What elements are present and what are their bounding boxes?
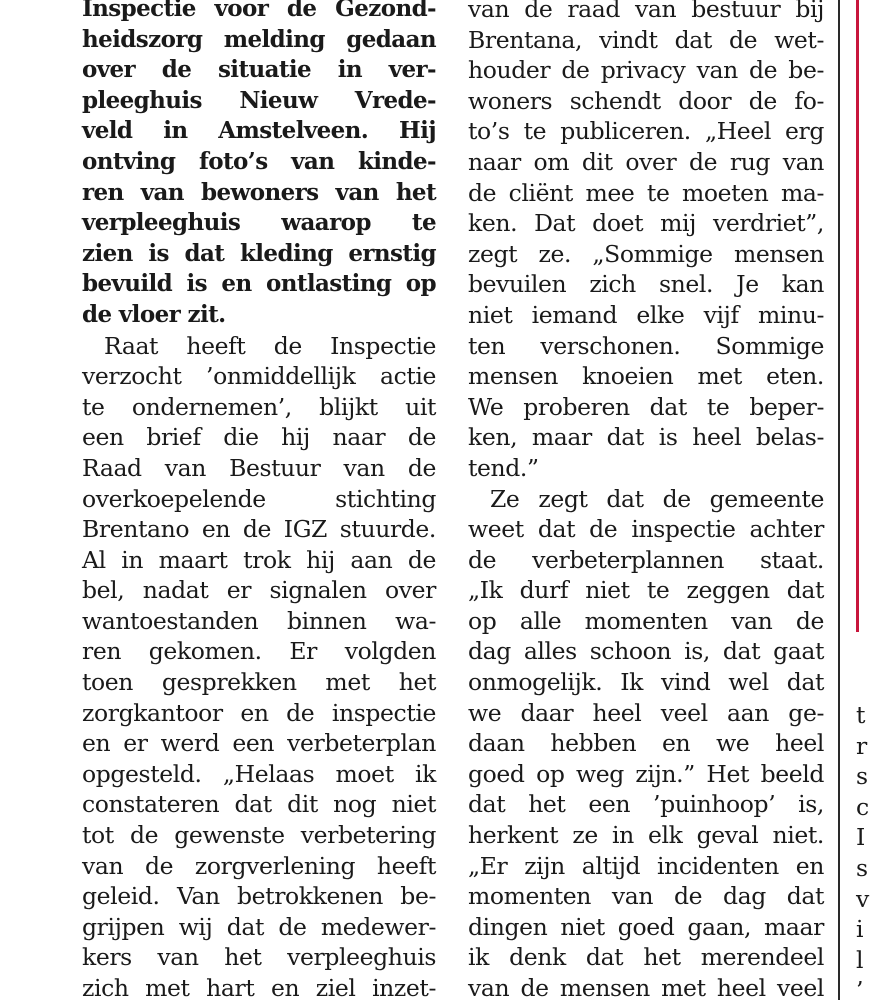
text-line: op alle momenten van de xyxy=(468,606,824,635)
clipped-char: t xyxy=(856,701,866,729)
text-line: „Ik durf niet te zeggen dat xyxy=(468,576,824,605)
text-line: onmogelijk. Ik vind wel dat xyxy=(468,668,824,697)
text-line: „Er zijn altijd incidenten en xyxy=(468,851,824,880)
text-line: veld in Amstelveen. Hij xyxy=(82,117,436,145)
text-line: een brief die hij naar de xyxy=(82,423,436,452)
text-line: kers van het verpleeghuis xyxy=(82,943,436,972)
text-line: constateren dat dit nog niet xyxy=(82,790,436,819)
text-line: opgesteld. „Helaas moet ik xyxy=(82,759,436,788)
text-line: Brentano en de IGZ stuurde. xyxy=(82,515,436,544)
text-line: Al in maart trok hij aan de xyxy=(82,545,436,574)
text-line: van de raad van bestuur bij xyxy=(468,0,824,23)
clipped-char: I xyxy=(856,823,866,851)
text-line: grijpen wij dat de medewer- xyxy=(82,912,436,941)
text-line: Ze zegt dat de gemeente xyxy=(490,484,824,513)
body-paragraph xyxy=(468,484,824,1004)
text-line: weet dat de inspectie achter xyxy=(468,515,824,544)
text-line: tend.” xyxy=(468,453,539,482)
text-line: daan hebben en we heel xyxy=(468,729,824,758)
text-line: We proberen dat te beper- xyxy=(468,392,824,421)
text-line: bevuilen zich snel. Je kan xyxy=(468,270,824,299)
text-line: verpleeghuis waarop te xyxy=(82,209,436,237)
text-line: Raad van Bestuur van de xyxy=(82,453,436,482)
text-line: ken, maar dat is heel belas- xyxy=(468,423,824,452)
text-line: houder de privacy van de be- xyxy=(468,56,824,85)
text-line: dat het een ’puinhoop’ is, xyxy=(468,790,824,819)
text-line: toen gesprekken met het xyxy=(82,668,436,697)
text-line: zorgkantoor en de inspectie xyxy=(82,698,436,727)
text-line: niet iemand elke vijf minu- xyxy=(468,300,824,329)
clipped-char: v xyxy=(856,885,870,913)
text-line: te ondernemen’, blijkt uit xyxy=(82,392,436,421)
text-line: overkoepelende stichting xyxy=(82,484,436,513)
text-line: pleeghuis Nieuw Vrede- xyxy=(82,86,436,114)
right-column xyxy=(468,0,824,1004)
clipped-char: r xyxy=(856,732,868,760)
column-divider xyxy=(838,0,840,1000)
left-column xyxy=(82,0,436,1004)
text-line: over de situatie in ver- xyxy=(82,56,436,84)
text-line: dag alles schoon is, dat gaat xyxy=(468,637,824,666)
text-line: de vloer zit. xyxy=(82,300,226,328)
text-line: Inspectie voor de Gezond- xyxy=(82,0,436,22)
text-line: naar om dit over de rug van xyxy=(468,147,824,176)
text-line: zich met hart en ziel inzet- xyxy=(82,974,436,1002)
text-line: en er werd een verbeterplan xyxy=(82,729,436,758)
text-line: bel, nadat er signalen over xyxy=(82,576,436,605)
text-line: woners schendt door de fo- xyxy=(468,86,824,115)
text-line: verzocht ’onmiddellijk actie xyxy=(82,362,436,391)
text-line: de verbeterplannen staat. xyxy=(468,545,824,574)
text-line: van de zorgverlening heeft xyxy=(82,851,436,880)
clipped-char: ’ xyxy=(856,976,864,1004)
clipped-char: l xyxy=(856,946,864,974)
text-line: ontving foto’s van kinde- xyxy=(82,147,436,175)
body-paragraph xyxy=(468,0,824,484)
text-line: geleid. Van betrokkenen be- xyxy=(82,882,436,911)
clipped-char: s xyxy=(856,854,869,882)
text-line: goed op weg zijn.” Het beeld xyxy=(468,759,824,788)
clipped-char: c xyxy=(856,793,870,821)
text-line: bevuild is en ontlasting op xyxy=(82,270,436,298)
text-line: ten verschonen. Sommige xyxy=(468,331,824,360)
text-line: de cliënt mee te moeten ma- xyxy=(468,178,824,207)
text-line: Raat heeft de Inspectie xyxy=(104,331,436,360)
clipped-char: i xyxy=(856,915,864,943)
intro-paragraph xyxy=(82,0,436,331)
text-line: van de mensen met heel veel xyxy=(468,974,824,1002)
text-line: tot de gewenste verbetering xyxy=(82,821,436,850)
clipped-adjacent-column xyxy=(856,0,876,1004)
clipped-char: s xyxy=(856,762,869,790)
text-line: zien is dat kleding ernstig xyxy=(82,239,436,267)
text-line: ken. Dat doet mij verdriet”, xyxy=(468,209,824,238)
text-line: to’s te publiceren. „Heel erg xyxy=(468,117,824,146)
text-line: heidszorg melding gedaan xyxy=(82,25,436,53)
text-line: we daar heel veel aan ge- xyxy=(468,698,824,727)
text-line: ren van bewoners van het xyxy=(82,178,436,206)
body-paragraph xyxy=(82,331,436,1004)
text-line: zegt ze. „Sommige mensen xyxy=(468,239,824,268)
text-line: momenten van de dag dat xyxy=(468,882,824,911)
text-line: ren gekomen. Er volgden xyxy=(82,637,436,666)
text-line: dingen niet goed gaan, maar xyxy=(468,912,824,941)
text-line: mensen knoeien met eten. xyxy=(468,362,824,391)
text-line: ik denk dat het merendeel xyxy=(468,943,824,972)
text-line: herkent ze in elk geval niet. xyxy=(468,821,824,850)
text-line: Brentana, vindt dat de wet- xyxy=(468,25,824,54)
text-line: wantoestanden binnen wa- xyxy=(82,606,436,635)
